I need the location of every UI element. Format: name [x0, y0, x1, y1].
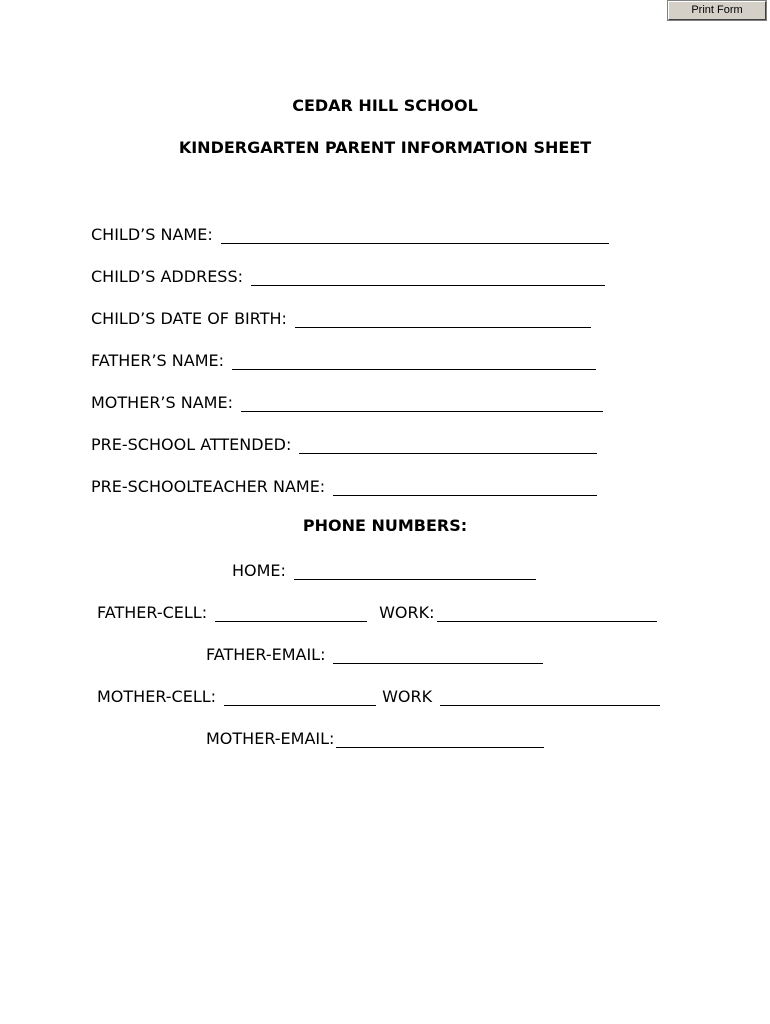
father-name-field[interactable]: [232, 353, 596, 370]
home-phone-field[interactable]: [294, 563, 536, 580]
preschool-teacher-row: [91, 474, 597, 496]
father-email-label: FATHER-EMAIL:: [206, 645, 326, 664]
mother-cell-field[interactable]: [224, 689, 376, 706]
father-name-label: FATHER’S NAME:: [91, 351, 225, 370]
school-name: CEDAR HILL SCHOOL: [292, 96, 478, 115]
mother-name-label: MOTHER’S NAME:: [91, 393, 233, 412]
father-email-field[interactable]: [333, 647, 543, 664]
child-name-row: [91, 222, 609, 244]
form-title: KINDERGARTEN PARENT INFORMATION SHEET: [178, 138, 592, 157]
child-dob-label: CHILD’S DATE OF BIRTH:: [91, 309, 287, 328]
phone-numbers-heading: PHONE NUMBERS:: [302, 516, 468, 535]
child-dob-row: [91, 306, 591, 328]
home-phone-row: [232, 558, 536, 580]
preschool-row: [91, 432, 597, 454]
child-name-label: CHILD’S NAME:: [91, 225, 213, 244]
preschool-teacher-field[interactable]: [333, 479, 597, 496]
child-address-row: [91, 264, 605, 286]
mother-phone-row: [97, 684, 660, 706]
mother-work-field[interactable]: [440, 689, 660, 706]
child-address-label: CHILD’S ADDRESS:: [91, 267, 243, 286]
child-dob-field[interactable]: [295, 311, 591, 328]
father-name-row: [91, 348, 596, 370]
mother-cell-label: MOTHER-CELL:: [97, 687, 217, 706]
mother-name-row: [91, 390, 603, 412]
mother-email-row: [206, 726, 544, 748]
father-phone-row: [97, 600, 657, 622]
mother-work-label: WORK: [382, 687, 433, 706]
home-phone-label: HOME:: [232, 561, 286, 580]
father-email-row: [206, 642, 543, 664]
father-work-label: WORK:: [379, 603, 435, 622]
child-name-field[interactable]: [221, 227, 609, 244]
father-cell-field[interactable]: [215, 605, 367, 622]
preschool-field[interactable]: [299, 437, 597, 454]
mother-email-label: MOTHER-EMAIL:: [206, 729, 335, 748]
mother-name-field[interactable]: [241, 395, 603, 412]
father-work-field[interactable]: [437, 605, 657, 622]
preschool-teacher-label: PRE-SCHOOLTEACHER NAME:: [91, 477, 326, 496]
father-cell-label: FATHER-CELL:: [97, 603, 208, 622]
child-address-field[interactable]: [251, 269, 605, 286]
print-form-button[interactable]: Print Form: [668, 1, 766, 20]
preschool-label: PRE-SCHOOL ATTENDED:: [91, 435, 292, 454]
mother-email-field[interactable]: [336, 731, 544, 748]
